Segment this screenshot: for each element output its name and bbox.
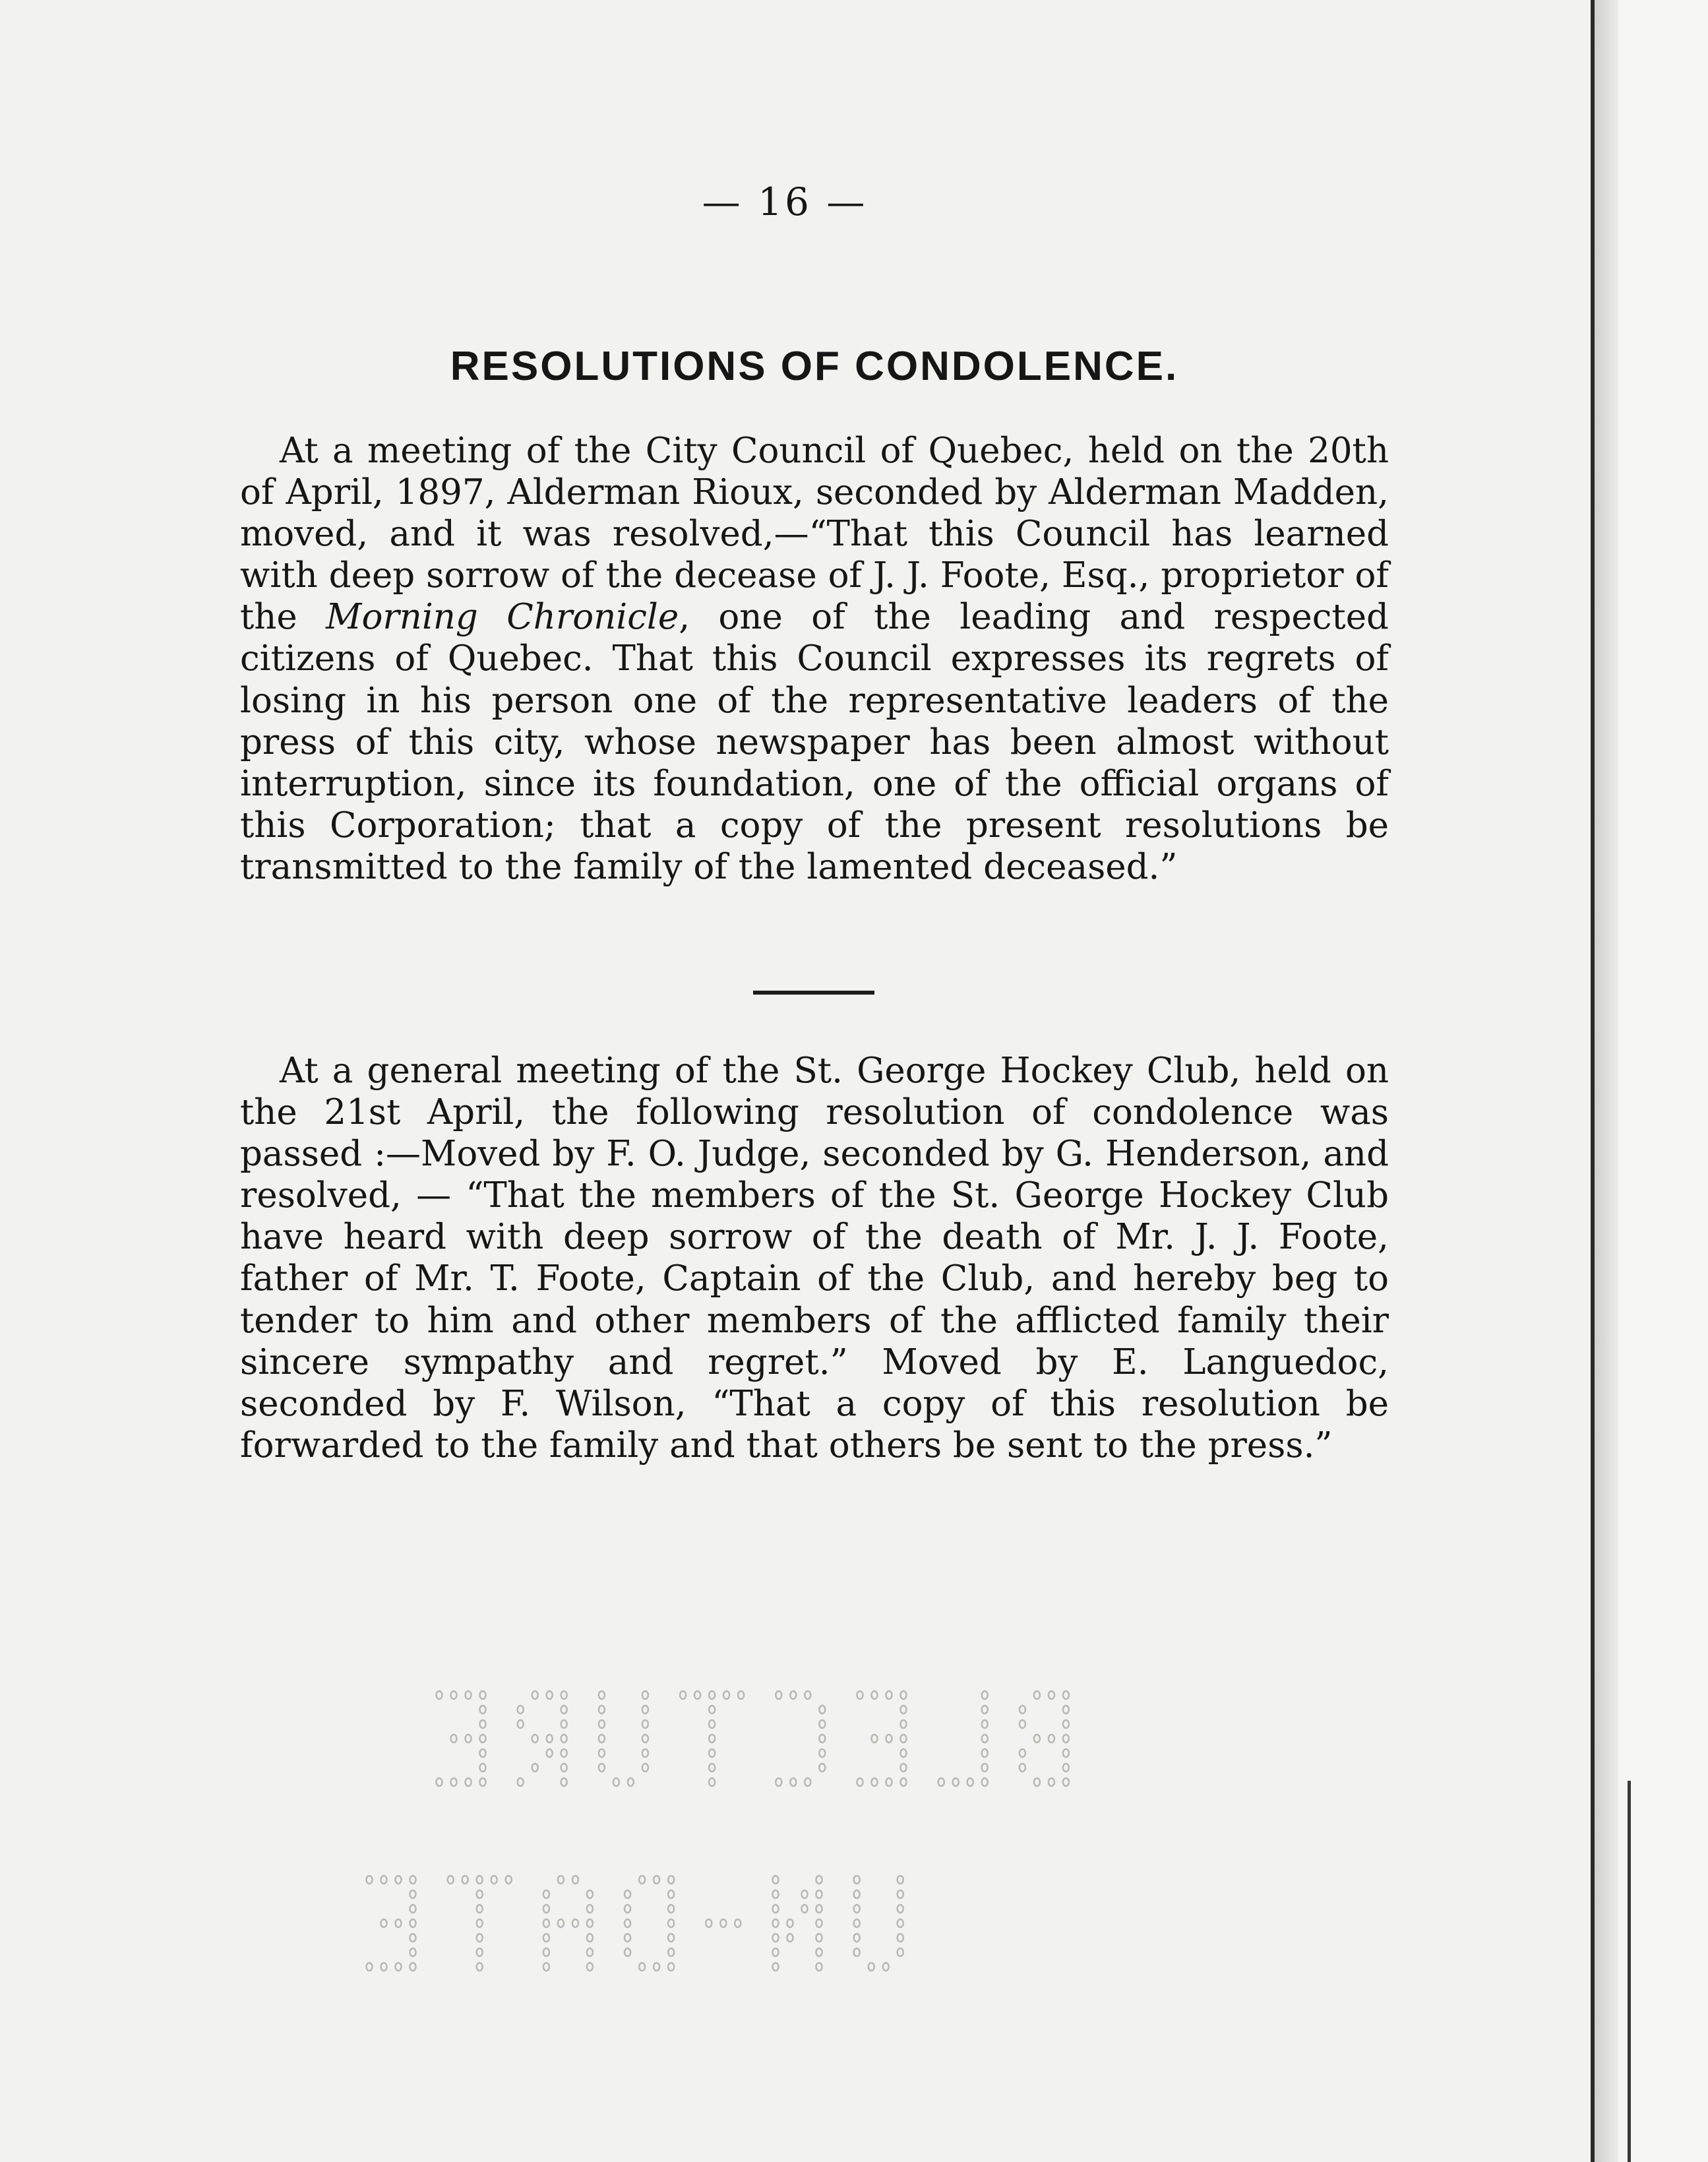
perforation-dot: [451, 1691, 457, 1699]
perforation-dot: [477, 1934, 483, 1942]
perforation-dot: [477, 1905, 483, 1913]
perforation-dot: [819, 1706, 825, 1714]
perforation-dot: [816, 1963, 822, 1971]
perforation-dot: [1034, 1778, 1040, 1786]
perforation-dot: [982, 1720, 988, 1728]
perforation-dot: [982, 1735, 988, 1743]
perforation-dot: [572, 1876, 578, 1884]
perforation-dot: [709, 1749, 715, 1757]
perforation-dot: [448, 1876, 454, 1884]
perforation-dot: [816, 1905, 822, 1913]
perforation-dot: [625, 1934, 630, 1942]
perforation-dot: [773, 1919, 779, 1927]
perforation-dot: [720, 1919, 726, 1927]
perforation-dot: [1049, 1778, 1054, 1786]
perforation-dot: [898, 1919, 903, 1927]
perforation-dot: [883, 1963, 889, 1971]
perforation-dot: [639, 1876, 645, 1884]
perforation-dot: [802, 1905, 808, 1913]
perforation-dot: [872, 1735, 878, 1743]
perforation-dot: [886, 1691, 892, 1699]
perforation-dot: [854, 1919, 860, 1927]
perforation-dot: [654, 1963, 659, 1971]
perforation-dot: [901, 1764, 907, 1772]
perforation-dot: [694, 1691, 700, 1699]
perforation-dot: [451, 1735, 457, 1743]
perforation-dot: [953, 1778, 959, 1786]
perforation-dot: [466, 1735, 472, 1743]
perforation-dot: [857, 1691, 863, 1699]
perforation-dot: [480, 1706, 486, 1714]
perforation-dot: [816, 1948, 822, 1956]
perforation-dot: [709, 1764, 715, 1772]
perforation-dot: [543, 1919, 549, 1927]
perforation-dot: [367, 1876, 373, 1884]
perforation-dot: [625, 1905, 630, 1913]
perforation-dot: [967, 1778, 973, 1786]
perforation-dot: [816, 1876, 822, 1884]
perforation-dot: [854, 1905, 860, 1913]
perforation-dot: [561, 1720, 567, 1728]
perforation-dot: [790, 1778, 796, 1786]
perforation-dot: [773, 1963, 779, 1971]
perforation-dot: [642, 1764, 648, 1772]
perforation-dot: [613, 1778, 619, 1786]
perforation-dot: [723, 1691, 729, 1699]
perforation-dot: [1063, 1691, 1069, 1699]
perforation-dot: [901, 1706, 907, 1714]
perforation-dot: [898, 1890, 903, 1898]
paragraph-hockey-club: At a general meeting of the St. George Hockey Club, held on the 21st April, the following resolution of condolence was passed :—Moved by F. O. Judge, seconded by G. Henderson, and resolved, — “That the members of the St. George Hockey Club have heard with deep sorrow of the death of Mr. J. J. Foote, father of Mr. T. Foote, Captain of the Club, and hereby beg to tender to him and other members of the afflicted family their sincere sympathy and regret.” Moved by E. Languedoc, seconded by F. Wilson, “That a copy of this resolution be forwarded to the family and that others be sent to the press.”: [240, 1051, 1389, 1466]
perforation-dot: [477, 1963, 483, 1971]
perforation-dot: [558, 1919, 564, 1927]
perforation-dot: [901, 1735, 907, 1743]
perforation-dot: [642, 1691, 648, 1699]
perforation-dot: [854, 1890, 860, 1898]
perforation-dot: [1063, 1764, 1069, 1772]
perforation-dot: [872, 1691, 878, 1699]
perforation-dot: [1020, 1706, 1025, 1714]
perforation-dot: [668, 1963, 674, 1971]
perforation-dot: [709, 1691, 715, 1699]
perforation-dot: [1020, 1764, 1025, 1772]
perforation-dot: [773, 1890, 779, 1898]
perforation-dot: [901, 1749, 907, 1757]
perforation-dot: [477, 1890, 483, 1898]
perforation-dot: [410, 1963, 416, 1971]
perforation-dot: [642, 1735, 648, 1743]
perforation-dot: [410, 1948, 416, 1956]
perforation-dot: [480, 1778, 486, 1786]
perforation-dot: [625, 1890, 630, 1898]
perforation-dot: [587, 1963, 593, 1971]
section-divider: [753, 991, 874, 995]
perforation-dot: [787, 1934, 793, 1942]
perforated-stamp: [356, 1675, 1240, 1985]
perforation-dot: [491, 1876, 497, 1884]
perforation-dot: [639, 1963, 645, 1971]
perforation-dot: [572, 1919, 578, 1927]
perforation-dot: [367, 1963, 373, 1971]
perforation-dot: [1034, 1735, 1040, 1743]
perforation-dot: [1020, 1749, 1025, 1757]
perforation-dot: [543, 1905, 549, 1913]
perforation-dot: [735, 1919, 741, 1927]
perforation-dot: [898, 1934, 903, 1942]
perforation-dot: [898, 1948, 903, 1956]
perforation-dot: [854, 1948, 860, 1956]
perforation-dot: [477, 1876, 483, 1884]
perforation-dot: [532, 1735, 538, 1743]
perforation-dot: [805, 1691, 810, 1699]
perforation-dot: [451, 1778, 457, 1786]
perforation-dot: [819, 1764, 825, 1772]
perforation-dot: [547, 1691, 553, 1699]
perforation-dot: [938, 1778, 944, 1786]
page-title: RESOLUTIONS OF CONDOLENCE.: [450, 344, 1179, 389]
perforation-dot: [561, 1691, 567, 1699]
perforation-dot: [982, 1691, 988, 1699]
paragraph-city-council: [240, 430, 1389, 888]
perforation-dot: [599, 1691, 605, 1699]
perforation-dot: [587, 1934, 593, 1942]
perforation-dot: [790, 1691, 796, 1699]
perforation-dot: [381, 1963, 387, 1971]
page-number: — 16 —: [702, 179, 868, 224]
perforation-dot: [561, 1735, 567, 1743]
perforation-dot: [532, 1691, 538, 1699]
perforation-dot: [773, 1905, 779, 1913]
perforation-dot: [805, 1778, 810, 1786]
perforation-dot: [506, 1876, 512, 1884]
perforation-dot: [869, 1963, 874, 1971]
perforation-dot: [706, 1919, 712, 1927]
adjacent-page-edge: [1618, 0, 1708, 2162]
perforation-dot: [625, 1919, 630, 1927]
perforation-dot: [587, 1905, 593, 1913]
perforation-dot: [898, 1905, 903, 1913]
perforation-dot: [547, 1735, 553, 1743]
perforation-dot: [437, 1691, 442, 1699]
perforation-dot: [561, 1706, 567, 1714]
perforation-dot: [886, 1735, 892, 1743]
perforation-dot: [1049, 1691, 1054, 1699]
perforation-dot: [1063, 1778, 1069, 1786]
perforation-dot: [599, 1720, 605, 1728]
perforation-dot: [982, 1706, 988, 1714]
perforation-dot: [558, 1876, 564, 1884]
perforation-dot: [462, 1876, 468, 1884]
perforation-dot: [816, 1919, 822, 1927]
perforation-dot: [1063, 1706, 1069, 1714]
perforation-dot: [466, 1691, 472, 1699]
perforation-dot: [1063, 1720, 1069, 1728]
perforation-dot: [396, 1919, 402, 1927]
perforation-dot: [599, 1764, 605, 1772]
perforation-dot: [982, 1749, 988, 1757]
perforation-dot: [543, 1890, 549, 1898]
perforation-dot: [1063, 1749, 1069, 1757]
perforation-dot: [396, 1963, 402, 1971]
perforation-dot: [381, 1876, 387, 1884]
perforation-dot: [518, 1720, 524, 1728]
perforation-dot: [599, 1706, 605, 1714]
perforation-dot: [1034, 1691, 1040, 1699]
perforation-dot: [410, 1905, 416, 1913]
newspaper-name: Morning Chronicle: [326, 597, 679, 638]
perforation-dot: [872, 1778, 878, 1786]
perforation-dot: [477, 1948, 483, 1956]
perforation-dot: [680, 1691, 686, 1699]
perforation-dot: [898, 1876, 903, 1884]
perforation-dot: [480, 1720, 486, 1728]
perforation-dot: [668, 1934, 674, 1942]
perforation-dot: [480, 1749, 486, 1757]
perforation-dot: [410, 1934, 416, 1942]
perforation-dot: [654, 1876, 659, 1884]
perforation-dot: [738, 1691, 744, 1699]
perforation-dot: [854, 1934, 860, 1942]
perforation-dot: [901, 1778, 907, 1786]
perforation-dot: [466, 1778, 472, 1786]
perforation-dot: [773, 1876, 779, 1884]
perforation-dot: [1049, 1735, 1054, 1743]
perforation-dot: [773, 1934, 779, 1942]
perforation-dot: [668, 1905, 674, 1913]
perforation-dot: [982, 1764, 988, 1772]
perforation-dot: [709, 1735, 715, 1743]
binding-shadow: [1595, 0, 1618, 2162]
perforation-dot: [642, 1706, 648, 1714]
perforation-dot: [709, 1706, 715, 1714]
perforation-dot: [776, 1691, 781, 1699]
perforation-dot: [854, 1876, 860, 1884]
perforation-dot: [642, 1720, 648, 1728]
perforation-dot: [1020, 1720, 1025, 1728]
perforation-dot: [547, 1749, 553, 1757]
perforation-dot: [901, 1691, 907, 1699]
binding-line: [1591, 0, 1595, 2162]
perforation-dot: [787, 1919, 793, 1927]
perforation-dot: [802, 1890, 808, 1898]
perforation-dot: [587, 1948, 593, 1956]
perforation-dot: [628, 1778, 634, 1786]
perforation-dot: [773, 1948, 779, 1956]
perforation-dot: [543, 1963, 549, 1971]
perforation-dot: [543, 1934, 549, 1942]
perforation-dot: [819, 1720, 825, 1728]
perforation-dot: [480, 1691, 486, 1699]
perforation-dot: [587, 1890, 593, 1898]
perforation-dot: [410, 1876, 416, 1884]
perforation-dot: [477, 1919, 483, 1927]
perforation-dot: [625, 1948, 630, 1956]
adjacent-page-border: [1628, 1781, 1631, 2162]
perforation-dot: [819, 1749, 825, 1757]
perforation-dot: [668, 1948, 674, 1956]
perforation-dot: [518, 1706, 524, 1714]
perforation-dot: [381, 1919, 387, 1927]
perforation-dot: [543, 1948, 549, 1956]
perforation-dot: [816, 1890, 822, 1898]
perforation-dot: [561, 1749, 567, 1757]
perforation-dot: [668, 1919, 674, 1927]
paragraph-text: , one of the leading and respected citizens of Quebec. That this Council expresses its regrets of losing in his person one of the representative leaders of the press of this city, whose newspaper has been almost without interruption, since its foundation, one of the official organs of this Corporation; that a copy of the present resolutions be transmitted to the family of the lamented deceased.”: [240, 597, 1389, 887]
perforation-dot: [1063, 1735, 1069, 1743]
perforation-dot: [816, 1934, 822, 1942]
perforation-dot: [776, 1778, 781, 1786]
perforation-dot: [518, 1778, 524, 1786]
perforation-dot: [587, 1919, 593, 1927]
perforation-dot: [709, 1778, 715, 1786]
perforation-dot: [437, 1778, 442, 1786]
perforation-dot: [480, 1764, 486, 1772]
perforation-dot: [599, 1749, 605, 1757]
perforation-dot: [642, 1749, 648, 1757]
perforation-dot: [709, 1720, 715, 1728]
perforation-dot: [599, 1735, 605, 1743]
perforation-dot: [480, 1735, 486, 1743]
perforation-dot: [857, 1778, 863, 1786]
perforation-dot: [901, 1720, 907, 1728]
perforation-dot: [668, 1876, 674, 1884]
perforation-dot: [982, 1778, 988, 1786]
perforation-dot: [532, 1764, 538, 1772]
perforation-dot: [886, 1778, 892, 1786]
perforation-dot: [410, 1890, 416, 1898]
perforation-dot: [410, 1919, 416, 1927]
perforation-dot: [819, 1735, 825, 1743]
perforation-dot: [396, 1876, 402, 1884]
perforation-dot: [561, 1764, 567, 1772]
perforation-dot: [668, 1890, 674, 1898]
perforation-dot: [561, 1778, 567, 1786]
paragraph-text: At a meeting of the City Council of Quebec, held on the 20th of April, 1897, Alderman Rioux, seconded by Alderman Madden, moved, and it was resolved,—“That this Council has learned with deep sorrow of the decease of J. J. Foote, Esq., proprietor of the: [240, 431, 1389, 638]
